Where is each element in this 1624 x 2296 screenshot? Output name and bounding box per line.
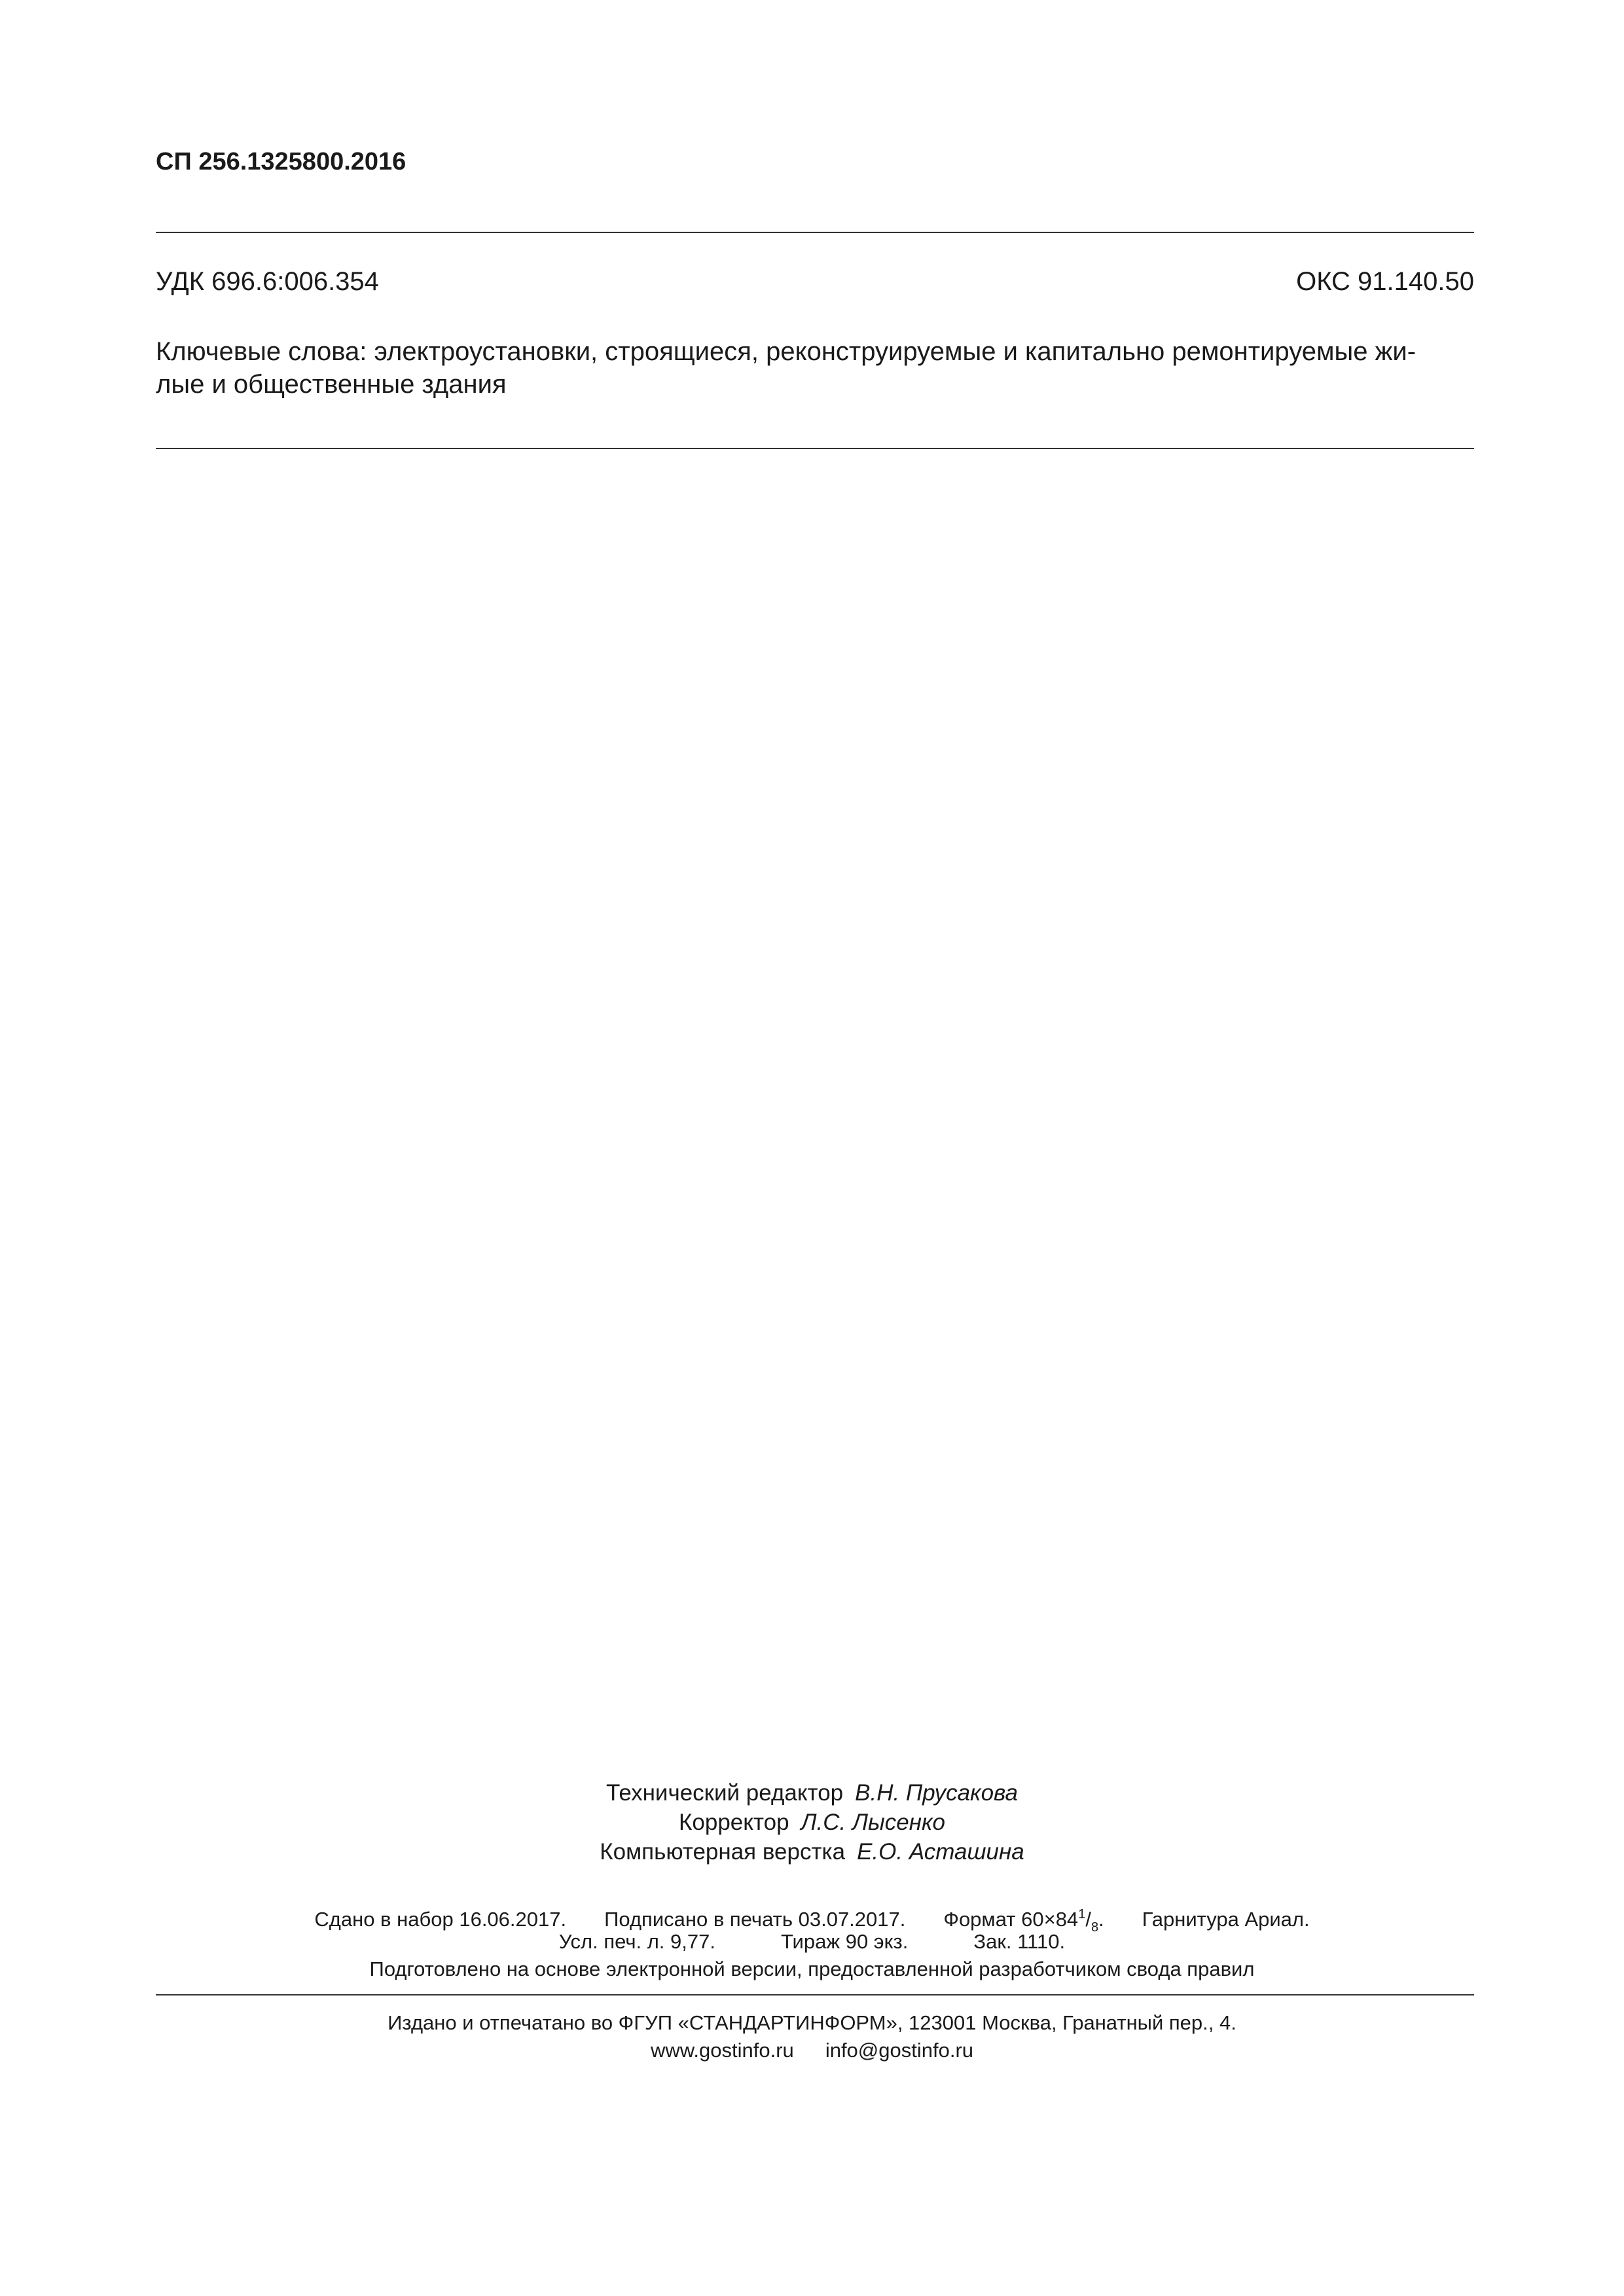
keywords-line-2: лые и общественные здания bbox=[156, 370, 507, 399]
top-divider bbox=[156, 232, 1474, 233]
publisher-line: Издано и отпечатано во ФГУП «СТАНДАРТИНФОРМ», 123001 Москва, Гранатный пер., 4. bbox=[388, 2011, 1236, 2034]
keywords-paragraph bbox=[156, 335, 1474, 401]
circulation: Тираж 90 экз. bbox=[780, 1930, 909, 1953]
tech-editor-role: Технический редактор bbox=[605, 1780, 844, 1806]
corrector-line bbox=[0, 1808, 1624, 1837]
prepared-note: Подготовлено на основе электронной версии, предоставленной разработчиком свода правил bbox=[369, 1958, 1255, 1980]
order-number: Зак. 1110. bbox=[973, 1930, 1066, 1953]
email-link[interactable]: info@gostinfo.ru bbox=[825, 2039, 974, 2062]
corrector-name: Л.С. Лысенко bbox=[801, 1810, 945, 1835]
publisher-contacts bbox=[0, 2037, 1624, 2064]
typeset-date: Сдано в набор 16.06.2017. bbox=[314, 1908, 567, 1931]
website-link[interactable]: www.gostinfo.ru bbox=[650, 2039, 794, 2062]
keywords-line-1: Ключевые слова: электроустановки, строящиеся, реконструируемые и капитально ремонтируемые жи- bbox=[156, 337, 1416, 366]
corrector-role: Корректор bbox=[679, 1810, 789, 1835]
print-details-line-2 bbox=[0, 1929, 1624, 1955]
paper-format: Формат $60\times 84^1/_8$. bbox=[943, 1907, 1104, 1935]
oks-code: ОКС 91.140.50 bbox=[1296, 267, 1474, 296]
typeface: Гарнитура Ариал. bbox=[1142, 1908, 1310, 1931]
publisher-divider bbox=[156, 1994, 1474, 1995]
layout-line bbox=[0, 1837, 1624, 1867]
classification-row bbox=[156, 267, 1474, 297]
signed-date: Подписано в печать 03.07.2017. bbox=[604, 1908, 906, 1931]
tech-editor-name: В.Н. Прусакова bbox=[855, 1780, 1019, 1806]
keywords-divider bbox=[156, 448, 1474, 449]
tech-editor-line bbox=[0, 1778, 1624, 1808]
layout-name: Е.О. Асташина bbox=[857, 1839, 1024, 1865]
udk-code: УДК 696.6:006.354 bbox=[156, 267, 379, 296]
layout-role: Компьютерная верстка bbox=[600, 1839, 846, 1865]
printed-sheets: Усл. печ. л. 9,77. bbox=[558, 1930, 715, 1953]
standard-code: СП 256.1325800.2016 bbox=[156, 148, 406, 175]
